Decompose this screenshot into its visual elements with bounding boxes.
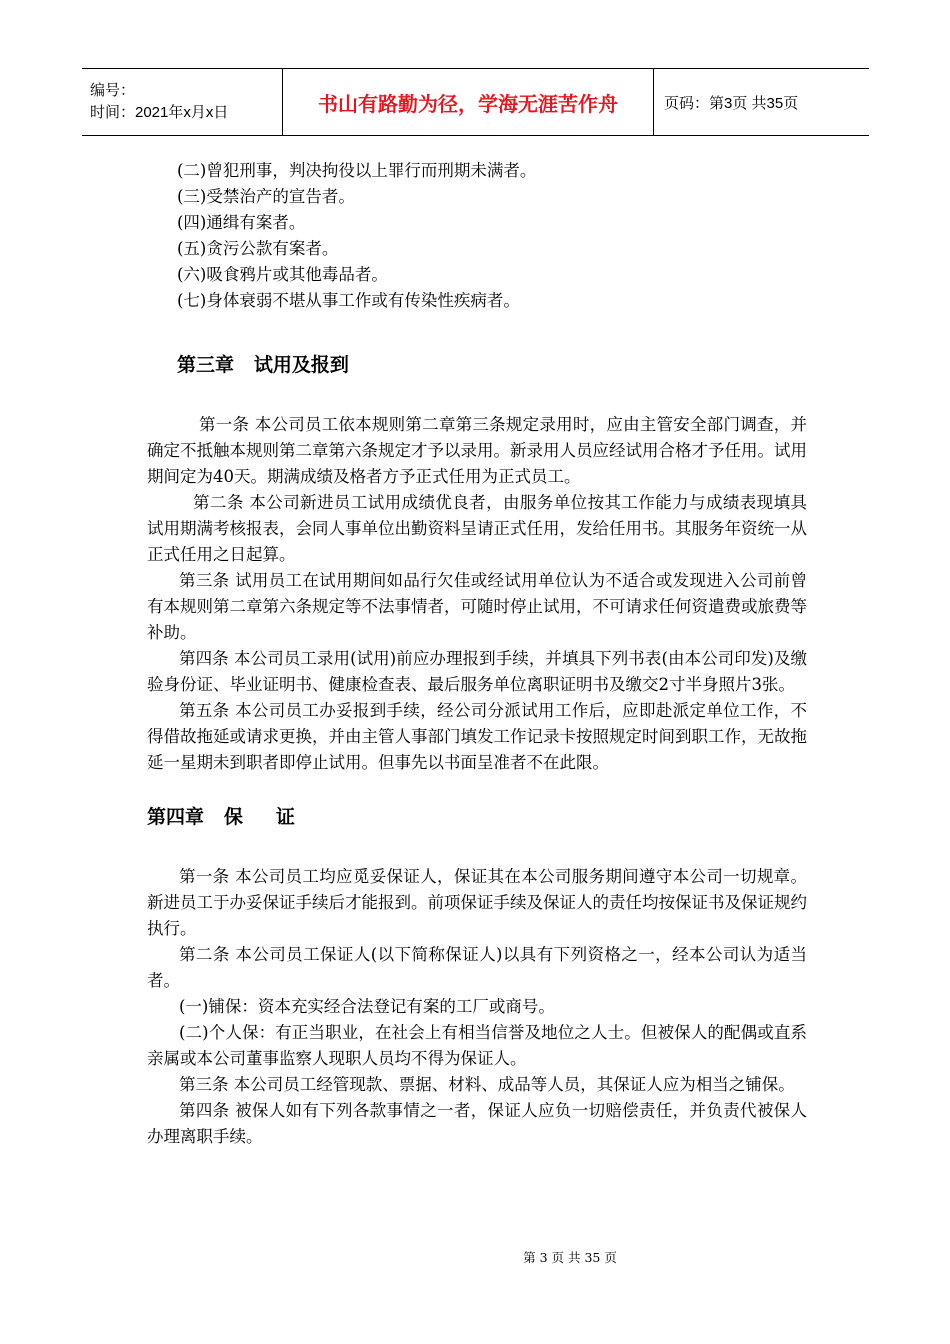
- list-item: (六)吸食鸦片或其他毒品者。: [177, 265, 388, 284]
- list-item: (二)曾犯刑事，判决拘役以上罪行而刑期未满者。: [177, 161, 537, 180]
- article-paragraph: 第五条 本公司员工办妥报到手续，经公司分派试用工作后，应即赴派定单位工作，不得借故拖延或请求更换，并由主管人事部门填发工作记录卡按照规定时间到职工作，无故拖延一星期未到职者即停止试用。但事先以书面呈准者不在此限。: [147, 701, 807, 772]
- document-body: [147, 158, 807, 1150]
- list-item: (五)贪污公款有案者。: [177, 239, 339, 258]
- document-date-label: 时间：2021年x月x日: [90, 104, 229, 121]
- article-paragraph: 第四条 被保人如有下列各款事情之一者，保证人应负一切赔偿责任，并负责代被保人办理离职手续。: [147, 1101, 807, 1146]
- chapter-4-articles: [147, 864, 807, 1150]
- list-item: (三)受禁治产的宣告者。: [177, 187, 355, 206]
- article-paragraph: 第三条 本公司员工经管现款、票据、材料、成品等人员，其保证人应为相当之铺保。: [179, 1075, 795, 1094]
- document-number-label: 编号：: [90, 82, 136, 99]
- chapter-3-articles: [147, 412, 807, 776]
- list-item: (四)通缉有案者。: [177, 213, 306, 232]
- header-motto: 书山有路勤为径，学海无涯苦作舟: [282, 69, 654, 135]
- article-paragraph: (一)铺保：资本充实经合法登记有案的工厂或商号。: [179, 997, 555, 1016]
- article-paragraph: 第一条 本公司员工依本规则第二章第三条规定录用时，应由主管安全部门调查，并确定不抵触本规则第二章第六条规定才予以录用。新录用人员应经试用合格才予任用。试用期间定为40天。期满成绩及格者方予正式任用为正式员工。: [147, 415, 807, 486]
- chapter-3-title: 第三章 试用及报到: [177, 354, 349, 376]
- chapter-4-title: 第四章 保 证: [147, 806, 295, 828]
- article-paragraph: 第四条 本公司员工录用(试用)前应办理报到手续，并填具下列书表(由本公司印发)及缴验身份证、毕业证明书、健康检查表、最后服务单位离职证明书及缴交2寸半身照片3张。: [147, 649, 807, 694]
- article-paragraph: 第一条 本公司员工均应觅妥保证人，保证其在本公司服务期间遵守本公司一切规章。新进员工于办妥保证手续后才能报到。前项保证手续及保证人的责任均按保证书及保证规约执行。: [147, 867, 807, 938]
- document-header: [82, 68, 869, 136]
- list-item: (七)身体衰弱不堪从事工作或有传染性疾病者。: [177, 291, 520, 310]
- header-meta: [82, 69, 282, 135]
- header-page-label: 页码：第3页 共35页: [664, 94, 799, 112]
- disqualification-list: [147, 158, 807, 314]
- article-paragraph: 第二条 本公司员工保证人(以下简称保证人)以具有下列资格之一，经本公司认为适当者。: [147, 945, 807, 990]
- page-footer: 第 3 页 共 35 页: [523, 1250, 617, 1265]
- article-paragraph: (二)个人保：有正当职业，在社会上有相当信誉及地位之人士。但被保人的配偶或直系亲属或本公司董事监察人现职人员均不得为保证人。: [147, 1023, 807, 1068]
- article-paragraph: 第二条 本公司新进员工试用成绩优良者，由服务单位按其工作能力与成绩表现填具试用期满考核报表，会同人事单位出勤资料呈请正式任用，发给任用书。其服务年资统一从正式任用之日起算。: [147, 493, 807, 564]
- article-paragraph: 第三条 试用员工在试用期间如品行欠佳或经试用单位认为不适合或发现进入公司前曾有本规则第二章第六条规定等不法事情者，可随时停止试用，不可请求任何资遣费或旅费等补助。: [147, 571, 807, 642]
